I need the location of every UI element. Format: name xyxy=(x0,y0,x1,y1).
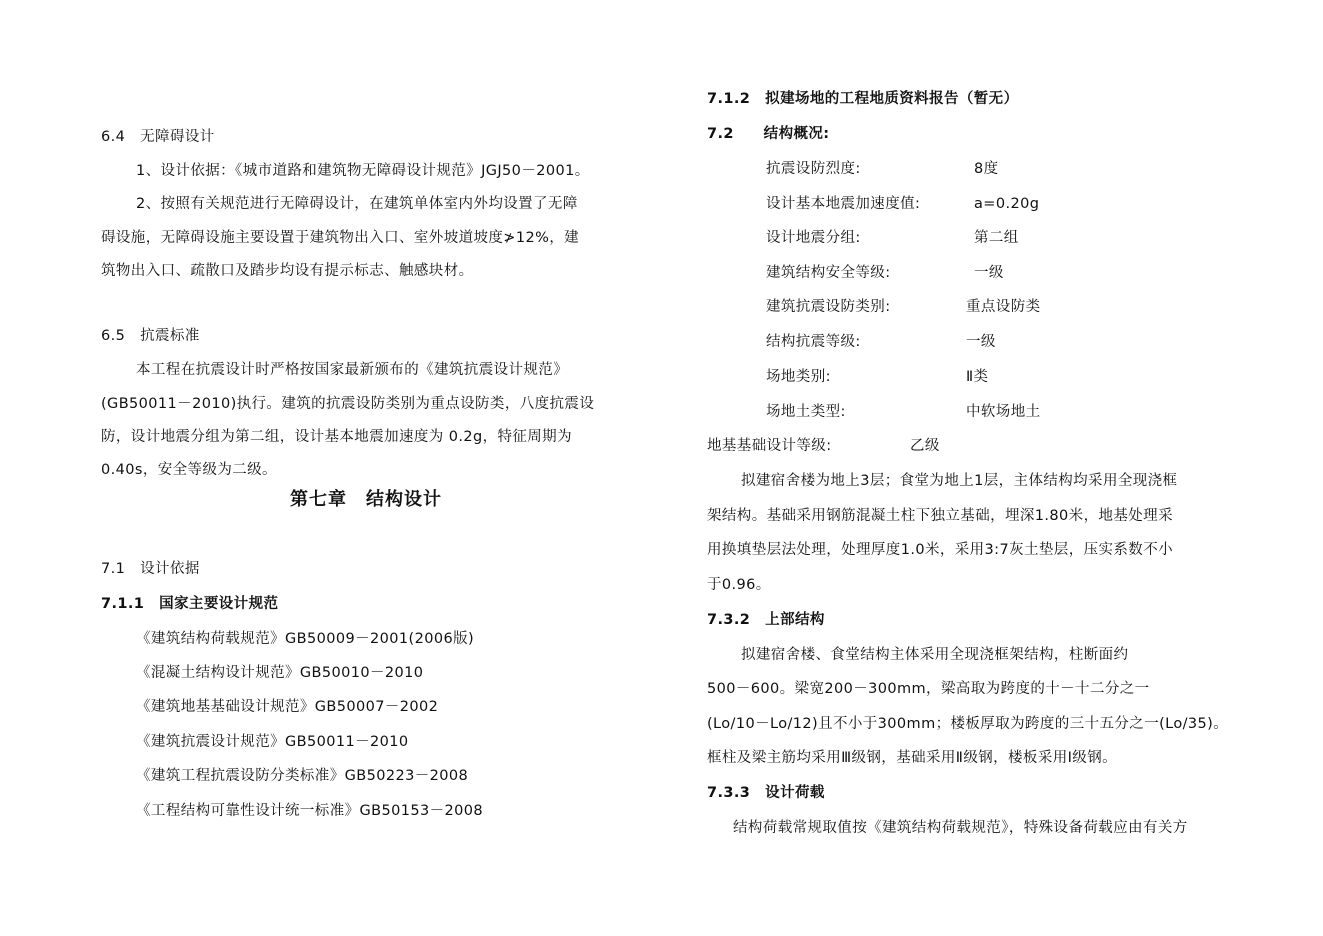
param-label: 设计地震分组: xyxy=(766,230,861,246)
section-6-4-paragraph-2-line-1: 2、按照有关规范进行无障碍设计，在建筑单体室内外均设置了无障 xyxy=(136,196,578,212)
section-6-4-paragraph-2-line-2: 碍设施，无障碍设施主要设置于建筑物出入口、室外坡道坡度≯12%，建 xyxy=(101,230,580,246)
param-label: 场地类别: xyxy=(766,369,831,385)
param-value: Ⅱ类 xyxy=(966,369,989,385)
section-6-5-line-3: 防，设计地震分组为第二组，设计基本地震加速度为 0.2g，特征周期为 xyxy=(101,429,572,445)
code-item: 《建筑抗震设计规范》GB50011－2010 xyxy=(136,734,409,750)
param-label: 抗震设防烈度: xyxy=(766,161,861,177)
paragraph-1-line-2: 架结构。基础采用钢筋混凝土柱下独立基础，埋深1.80米，地基处理采 xyxy=(707,508,1173,524)
param-label: 设计基本地震加速度值: xyxy=(766,196,921,212)
code-item: 《建筑结构荷载规范》GB50009－2001(2006版) xyxy=(136,631,475,647)
param-label: 建筑结构安全等级: xyxy=(766,265,891,281)
section-7-3-2-title: 7.3.2 上部结构 xyxy=(707,612,825,628)
code-item: 《建筑工程抗震设防分类标准》GB50223－2008 xyxy=(136,768,469,784)
code-item: 《混凝土结构设计规范》GB50010－2010 xyxy=(136,665,424,681)
code-item: 《建筑地基基础设计规范》GB50007－2002 xyxy=(136,699,439,715)
section-7-1-1-title: 7.1.1 国家主要设计规范 xyxy=(101,596,279,612)
param-value: a=0.20g xyxy=(974,196,1040,212)
param-value: 第二组 xyxy=(974,230,1019,246)
section-7-2-title: 7.2 结构概况: xyxy=(707,126,830,142)
section-6-4-title: 6.4 无障碍设计 xyxy=(101,129,215,145)
code-item: 《工程结构可靠性设计统一标准》GB50153－2008 xyxy=(136,803,484,819)
paragraph-2-line-3: (Lo/10－Lo/12)且不小于300mm；楼板厚取为跨度的三十五分之一(Lo/35)。 xyxy=(707,716,1229,732)
param-label: 场地土类型: xyxy=(766,404,846,420)
section-6-5-line-4: 0.40s，安全等级为二级。 xyxy=(101,462,277,478)
paragraph-2-line-2: 500－600。梁宽200－300mm，梁高取为跨度的十－十二分之一 xyxy=(707,681,1150,697)
section-6-5-line-1: 本工程在抗震设计时严格按国家最新颁布的《建筑抗震设计规范》 xyxy=(136,362,569,378)
foundation-value: 乙级 xyxy=(910,438,940,454)
paragraph-2-line-4: 框柱及梁主筋均采用Ⅲ级钢，基础采用Ⅱ级钢，楼板采用Ⅰ级钢。 xyxy=(707,750,1118,766)
param-value: 一级 xyxy=(966,334,996,350)
paragraph-1-line-1: 拟建宿舍楼为地上3层；食堂为地上1层，主体结构均采用全现浇框 xyxy=(741,473,1178,489)
param-value: 重点设防类 xyxy=(966,299,1041,315)
param-value: 8度 xyxy=(974,161,999,177)
paragraph-3-line-1: 结构荷载常规取值按《建筑结构荷载规范》，特殊设备荷载应由有关方 xyxy=(733,820,1188,836)
paragraph-1-line-3: 用换填垫层法处理，处理厚度1.0米，采用3:7灰土垫层，压实系数不小 xyxy=(707,542,1173,558)
section-7-1-2-title: 7.1.2 拟建场地的工程地质资料报告（暂无） xyxy=(707,91,1019,107)
param-value: 中软场地土 xyxy=(966,404,1041,420)
param-label: 建筑抗震设防类别: xyxy=(766,299,891,315)
section-6-4-paragraph-1: 1、设计依据：《城市道路和建筑物无障碍设计规范》JGJ50－2001。 xyxy=(136,163,590,179)
section-7-1-title: 7.1 设计依据 xyxy=(101,561,200,577)
foundation-label: 地基基础设计等级: xyxy=(707,438,832,454)
section-6-4-paragraph-2-line-3: 筑物出入口、疏散口及踏步均设有提示标志、触感块材。 xyxy=(101,263,474,279)
paragraph-1-line-4: 于0.96。 xyxy=(707,577,771,593)
param-label: 结构抗震等级: xyxy=(766,334,861,350)
chapter-7-title: 第七章 结构设计 xyxy=(290,489,442,510)
param-value: 一级 xyxy=(974,265,1004,281)
section-6-5-title: 6.5 抗震标准 xyxy=(101,328,200,344)
section-7-3-3-title: 7.3.3 设计荷载 xyxy=(707,785,825,801)
paragraph-2-line-1: 拟建宿舍楼、食堂结构主体采用全现浇框架结构，柱断面约 xyxy=(741,647,1129,663)
section-6-5-line-2: (GB50011－2010)执行。建筑的抗震设防类别为重点设防类，八度抗震设 xyxy=(101,396,595,412)
